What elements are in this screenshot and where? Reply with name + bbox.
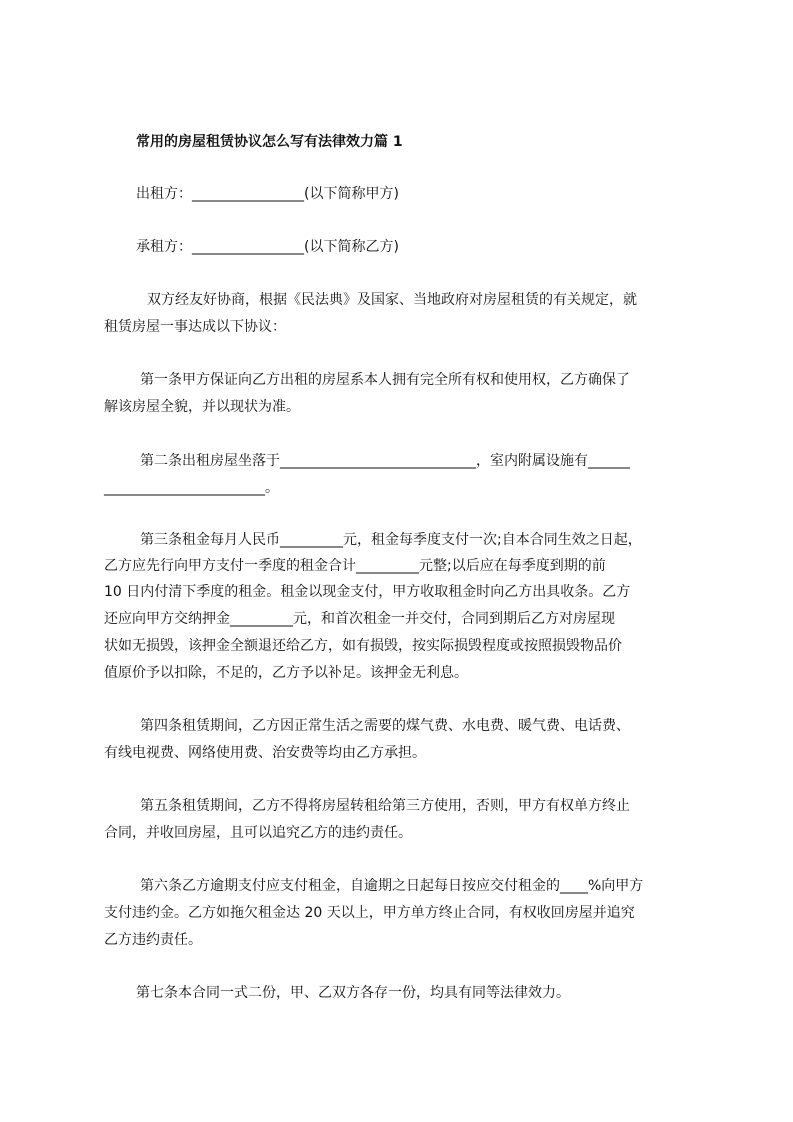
article-1-line-1: 第一条甲方保证向乙方出租的房屋系本人拥有完全所有权和使用权，乙方确保了 [140, 372, 630, 388]
intro-line-1: 双方经友好协商，根据《民法典》及国家、当地政府对房屋租赁的有关规定，就 [147, 292, 637, 308]
article-4-line-2: 有线电视费、网络使用费、治安费等均由乙方承担。 [104, 745, 426, 761]
article-2-line-1: 第二条出租房屋坐落于____________________________，室内附属设施有______ [140, 453, 630, 469]
lessee-line: 承租方：________________(以下简称乙方) [136, 239, 399, 255]
article-7: 第七条本合同一式二份，甲、乙双方各存一份，均具有同等法律效力。 [136, 985, 570, 1001]
article-3-line-3: 10 日内付清下季度的租金。租金以现金支付，甲方收取租金时向乙方出具收条。乙方 [104, 584, 631, 600]
article-4-line-1: 第四条租赁期间，乙方因正常生活之需要的煤气费、水电费、暖气费、电话费、 [140, 718, 630, 734]
article-5-line-2: 合同，并收回房屋，且可以追究乙方的违约责任。 [104, 825, 412, 841]
article-1-line-2: 解该房屋全貌，并以现状为准。 [104, 399, 300, 415]
article-6-line-3: 乙方违约责任。 [104, 932, 202, 948]
article-3-line-2: 乙方应先行向甲方支付一季度的租金合计_________元整;以后应在每季度到期的前 [104, 558, 606, 574]
article-6-line-2: 支付违约金。乙方如拖欠租金达 20 天以上，甲方单方终止合同，有权收回房屋并追究 [104, 905, 635, 921]
article-3-line-4: 还应向甲方交纳押金_________元，和首次租金一并交付，合同到期后乙方对房屋现 [104, 611, 615, 627]
article-2-line-2: _______________________。 [104, 480, 279, 496]
document-title: 常用的房屋租赁协议怎么写有法律效力篇 1 [136, 134, 403, 150]
lessor-line: 出租方：________________(以下简称甲方) [136, 186, 399, 202]
article-6-line-1: 第六条乙方逾期支付应支付租金，自逾期之日起每日按应交付租金的____%向甲方 [140, 878, 644, 894]
article-3-line-6: 值原价予以扣除，不足的，乙方予以补足。该押金无利息。 [104, 665, 468, 681]
article-3-line-5: 状如无损毁，该押金全额退还给乙方，如有损毁，按实际损毁程度或按照损毁物品价 [104, 638, 622, 654]
article-3-line-1: 第三条租金每月人民币_________元，租金每季度支付一次;自本合同生效之日起， [140, 532, 642, 548]
intro-line-2: 租赁房屋一事达成以下协议： [104, 319, 286, 335]
article-5-line-1: 第五条租赁期间，乙方不得将房屋转租给第三方使用，否则，甲方有权单方终止 [140, 798, 630, 814]
